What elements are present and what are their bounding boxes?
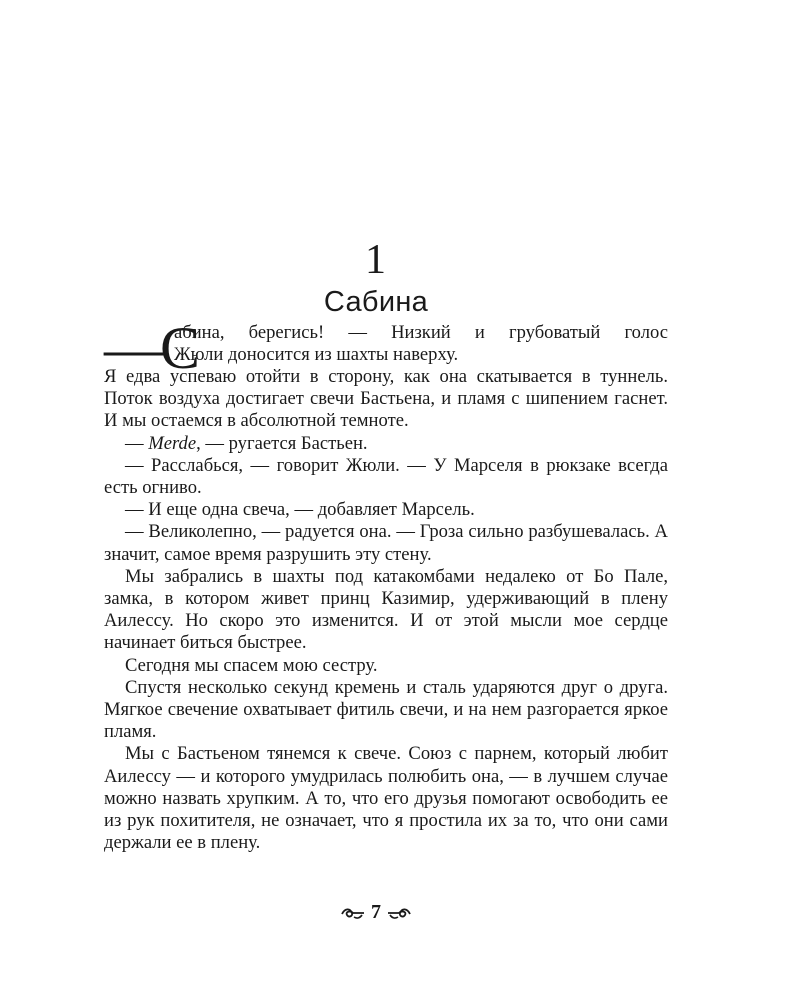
paragraph: Мы забрались в шахты под катакомбами недалеко от Бо Пале, замка, в котором живет принц Казимир, удерживающий в плену Аилессу. Но скоро это изменится. И от этой мысли мое сердце начинает биться быстрее. [104,565,668,654]
foreign-word: Merde [148,432,197,454]
left-ornament-icon [340,906,366,920]
paragraph: Мы с Бастьеном тянемся к свече. Союз с парнем, который любит Аилессу — и которого умудрилась полюбить она, — в лучшем случае можно назвать хрупким. А то, что его друзья помогают освободить ее из рук похитителя, не означает, что я простила их за то, что они сами держали ее в плену. [104,743,668,854]
opening-line-2: Жюли доносится из шахты наверху. [174,344,459,366]
right-ornament-icon [386,906,412,920]
chapter-text [104,315,668,854]
paragraph: Я едва успеваю отойти в сторону, как она скатывается в туннель. Поток воздуха достигает свечи Бастьена, и пламя с шипением гаснет. И мы остаемся в абсолютной темноте. [104,366,668,432]
chapter-number: 1 [365,237,387,283]
paragraph-merde [104,433,668,455]
page-number-value: 7 [371,901,381,923]
paragraph: — И еще одна свеча, — добавляет Марсель. [125,499,475,521]
dialogue-rest: , — ругается Бастьен. [196,432,368,454]
page-number [0,900,752,924]
chapter-title: Сабина [323,286,429,318]
drop-cap: —С [104,315,197,381]
paragraph: Спустя несколько секунд кремень и сталь ударяются друг о друга. Мягкое свечение охватывает фитиль свечи, и на нем разгорается яркое пламя. [104,676,668,743]
paragraph: Сегодня мы спасем мою сестру. [125,654,378,676]
paragraph: — Великолепно, — радуется она. — Гроза сильно разбушевалась. А значит, самое время разрушить эту стену. [104,521,668,565]
dialogue-dash: — [125,432,149,454]
paragraph: — Расслабься, — говорит Жюли. — У Марселя в рюкзаке всегда есть огниво. [104,454,668,499]
opening-line-1: абина, берегись! — Низкий и грубоватый голос [174,322,668,343]
opening-lines [174,322,668,366]
opening-paragraph [104,315,668,381]
